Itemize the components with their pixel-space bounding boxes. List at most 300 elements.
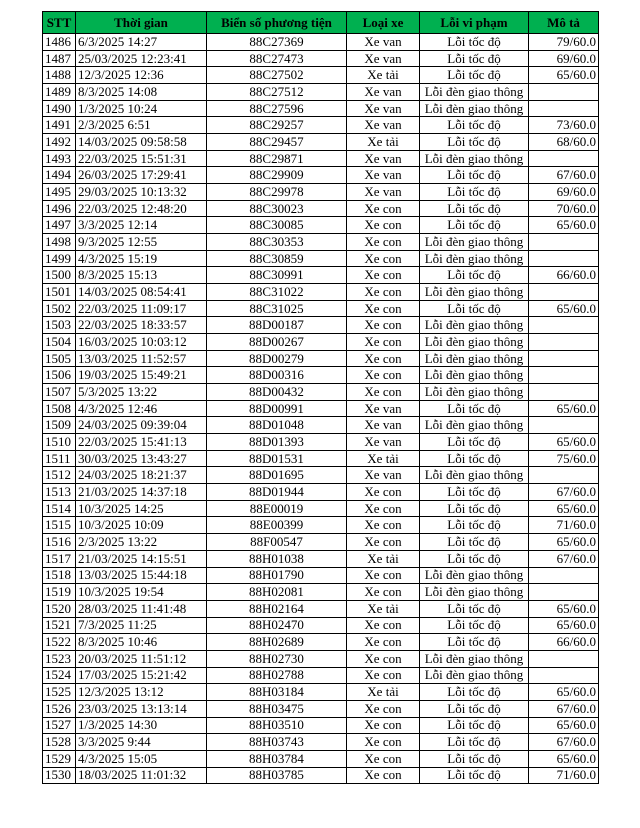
cell-plate: 88H02081: [207, 584, 347, 601]
cell-plate: 88H02689: [207, 634, 347, 651]
cell-plate: 88H02730: [207, 650, 347, 667]
table-row: [43, 667, 599, 684]
header-row: [43, 12, 599, 34]
cell-vehicle-type: Xe van: [347, 50, 420, 67]
cell-vehicle-type: Xe con: [347, 300, 420, 317]
cell-stt: 1518: [43, 567, 76, 584]
cell-stt: 1509: [43, 417, 76, 434]
cell-stt: 1498: [43, 234, 76, 251]
cell-plate: 88H03785: [207, 767, 347, 784]
cell-description: 65/60.0: [529, 750, 599, 767]
cell-description: 65/60.0: [529, 500, 599, 517]
cell-plate: 88E00019: [207, 500, 347, 517]
table-row: [43, 384, 599, 401]
cell-violation: Lỗi tốc độ: [420, 117, 529, 134]
cell-description: [529, 350, 599, 367]
table-row: [43, 184, 599, 201]
cell-stt: 1529: [43, 750, 76, 767]
cell-violation: Lỗi tốc độ: [420, 400, 529, 417]
cell-plate: 88C29457: [207, 134, 347, 151]
cell-violation: Lỗi tốc độ: [420, 717, 529, 734]
cell-violation: Lỗi tốc độ: [420, 200, 529, 217]
cell-stt: 1488: [43, 67, 76, 84]
cell-time: 10/3/2025 14:25: [76, 500, 207, 517]
cell-time: 29/03/2025 10:13:32: [76, 184, 207, 201]
cell-description: [529, 667, 599, 684]
table-row: [43, 100, 599, 117]
cell-vehicle-type: Xe con: [347, 500, 420, 517]
cell-violation: Lỗi tốc độ: [420, 67, 529, 84]
cell-stt: 1496: [43, 200, 76, 217]
cell-plate: 88H01038: [207, 550, 347, 567]
table-row: [43, 267, 599, 284]
cell-violation: Lỗi tốc độ: [420, 267, 529, 284]
table-row: [43, 484, 599, 501]
cell-description: 65/60.0: [529, 717, 599, 734]
cell-time: 16/03/2025 10:03:12: [76, 334, 207, 351]
header-description: Mô tả: [529, 12, 599, 34]
cell-stt: 1517: [43, 550, 76, 567]
cell-time: 21/03/2025 14:37:18: [76, 484, 207, 501]
cell-time: 2/3/2025 6:51: [76, 117, 207, 134]
table-row: [43, 400, 599, 417]
cell-plate: 88D01048: [207, 417, 347, 434]
cell-time: 3/3/2025 12:14: [76, 217, 207, 234]
cell-stt: 1522: [43, 634, 76, 651]
cell-plate: 88C30023: [207, 200, 347, 217]
table-row: [43, 467, 599, 484]
cell-violation: Lỗi tốc độ: [420, 700, 529, 717]
cell-stt: 1503: [43, 317, 76, 334]
cell-violation: Lỗi tốc độ: [420, 184, 529, 201]
cell-description: 67/60.0: [529, 484, 599, 501]
cell-plate: 88H03743: [207, 734, 347, 751]
cell-vehicle-type: Xe van: [347, 150, 420, 167]
cell-time: 12/3/2025 12:36: [76, 67, 207, 84]
cell-time: 1/3/2025 10:24: [76, 100, 207, 117]
cell-vehicle-type: Xe con: [347, 317, 420, 334]
cell-stt: 1492: [43, 134, 76, 151]
table-row: [43, 117, 599, 134]
cell-time: 4/3/2025 12:46: [76, 400, 207, 417]
cell-time: 13/03/2025 11:52:57: [76, 350, 207, 367]
cell-stt: 1510: [43, 434, 76, 451]
cell-vehicle-type: Xe van: [347, 100, 420, 117]
violations-table: [42, 11, 599, 784]
cell-stt: 1528: [43, 734, 76, 751]
cell-stt: 1520: [43, 600, 76, 617]
cell-vehicle-type: Xe con: [347, 767, 420, 784]
cell-plate: 88C30859: [207, 250, 347, 267]
cell-plate: 88D00991: [207, 400, 347, 417]
cell-description: [529, 334, 599, 351]
cell-time: 3/3/2025 9:44: [76, 734, 207, 751]
cell-plate: 88E00399: [207, 517, 347, 534]
cell-violation: Lỗi đèn giao thông: [420, 234, 529, 251]
cell-plate: 88C30991: [207, 267, 347, 284]
table-row: [43, 634, 599, 651]
table-row: [43, 717, 599, 734]
cell-description: [529, 650, 599, 667]
cell-vehicle-type: Xe con: [347, 217, 420, 234]
cell-description: [529, 234, 599, 251]
cell-vehicle-type: Xe tải: [347, 600, 420, 617]
cell-plate: 88H02164: [207, 600, 347, 617]
table-row: [43, 567, 599, 584]
table-row: [43, 284, 599, 301]
table-row: [43, 150, 599, 167]
cell-vehicle-type: Xe con: [347, 484, 420, 501]
table-row: [43, 550, 599, 567]
cell-time: 26/03/2025 17:29:41: [76, 167, 207, 184]
cell-stt: 1530: [43, 767, 76, 784]
cell-description: 70/60.0: [529, 200, 599, 217]
cell-stt: 1527: [43, 717, 76, 734]
cell-violation: Lỗi tốc độ: [420, 534, 529, 551]
cell-vehicle-type: Xe tải: [347, 684, 420, 701]
cell-plate: 88H03510: [207, 717, 347, 734]
table-row: [43, 317, 599, 334]
cell-description: 67/60.0: [529, 550, 599, 567]
cell-violation: Lỗi đèn giao thông: [420, 367, 529, 384]
cell-time: 4/3/2025 15:19: [76, 250, 207, 267]
cell-plate: 88D01393: [207, 434, 347, 451]
table-row: [43, 234, 599, 251]
cell-stt: 1486: [43, 34, 76, 51]
cell-violation: Lỗi tốc độ: [420, 34, 529, 51]
cell-time: 22/03/2025 15:41:13: [76, 434, 207, 451]
cell-violation: Lỗi tốc độ: [420, 517, 529, 534]
cell-description: [529, 417, 599, 434]
table-row: [43, 584, 599, 601]
cell-vehicle-type: Xe con: [347, 517, 420, 534]
cell-vehicle-type: Xe tải: [347, 550, 420, 567]
cell-time: 10/3/2025 10:09: [76, 517, 207, 534]
cell-vehicle-type: Xe con: [347, 717, 420, 734]
cell-description: 67/60.0: [529, 167, 599, 184]
cell-time: 19/03/2025 15:49:21: [76, 367, 207, 384]
cell-description: [529, 384, 599, 401]
cell-violation: Lỗi đèn giao thông: [420, 650, 529, 667]
cell-description: [529, 84, 599, 101]
cell-description: 68/60.0: [529, 134, 599, 151]
cell-stt: 1504: [43, 334, 76, 351]
table-row: [43, 417, 599, 434]
cell-stt: 1505: [43, 350, 76, 367]
cell-plate: 88F00547: [207, 534, 347, 551]
table-row: [43, 34, 599, 51]
cell-time: 22/03/2025 15:51:31: [76, 150, 207, 167]
table-row: [43, 217, 599, 234]
table-row: [43, 50, 599, 67]
cell-violation: Lỗi đèn giao thông: [420, 350, 529, 367]
table-row: [43, 450, 599, 467]
cell-plate: 88D00187: [207, 317, 347, 334]
cell-violation: Lỗi tốc độ: [420, 734, 529, 751]
cell-violation: Lỗi tốc độ: [420, 450, 529, 467]
cell-time: 20/03/2025 11:51:12: [76, 650, 207, 667]
cell-violation: Lỗi đèn giao thông: [420, 417, 529, 434]
cell-time: 24/03/2025 09:39:04: [76, 417, 207, 434]
cell-time: 8/3/2025 15:13: [76, 267, 207, 284]
cell-time: 9/3/2025 12:55: [76, 234, 207, 251]
cell-stt: 1499: [43, 250, 76, 267]
cell-violation: Lỗi tốc độ: [420, 167, 529, 184]
cell-vehicle-type: Xe con: [347, 367, 420, 384]
cell-time: 1/3/2025 14:30: [76, 717, 207, 734]
table-row: [43, 84, 599, 101]
cell-plate: 88D01944: [207, 484, 347, 501]
cell-plate: 88H03475: [207, 700, 347, 717]
cell-violation: Lỗi tốc độ: [420, 484, 529, 501]
cell-time: 14/03/2025 09:58:58: [76, 134, 207, 151]
cell-description: 65/60.0: [529, 617, 599, 634]
cell-vehicle-type: Xe con: [347, 617, 420, 634]
cell-violation: Lỗi đèn giao thông: [420, 334, 529, 351]
cell-time: 18/03/2025 11:01:32: [76, 767, 207, 784]
cell-plate: 88D00279: [207, 350, 347, 367]
cell-vehicle-type: Xe con: [347, 634, 420, 651]
cell-plate: 88D01695: [207, 467, 347, 484]
cell-time: 6/3/2025 14:27: [76, 34, 207, 51]
cell-description: 65/60.0: [529, 400, 599, 417]
cell-description: [529, 367, 599, 384]
cell-vehicle-type: Xe van: [347, 167, 420, 184]
cell-time: 28/03/2025 11:41:48: [76, 600, 207, 617]
cell-vehicle-type: Xe con: [347, 567, 420, 584]
cell-vehicle-type: Xe con: [347, 234, 420, 251]
cell-stt: 1490: [43, 100, 76, 117]
cell-vehicle-type: Xe con: [347, 750, 420, 767]
cell-violation: Lỗi tốc độ: [420, 600, 529, 617]
cell-time: 22/03/2025 11:09:17: [76, 300, 207, 317]
cell-violation: Lỗi tốc độ: [420, 767, 529, 784]
cell-description: [529, 100, 599, 117]
cell-time: 13/03/2025 15:44:18: [76, 567, 207, 584]
cell-plate: 88C31025: [207, 300, 347, 317]
cell-violation: Lỗi đèn giao thông: [420, 284, 529, 301]
table-row: [43, 767, 599, 784]
table-row: [43, 700, 599, 717]
cell-violation: Lỗi tốc độ: [420, 617, 529, 634]
cell-plate: 88C29871: [207, 150, 347, 167]
cell-stt: 1512: [43, 467, 76, 484]
cell-description: [529, 284, 599, 301]
cell-vehicle-type: Xe con: [347, 284, 420, 301]
cell-violation: Lỗi đèn giao thông: [420, 84, 529, 101]
cell-violation: Lỗi tốc độ: [420, 684, 529, 701]
cell-stt: 1489: [43, 84, 76, 101]
cell-plate: 88C29978: [207, 184, 347, 201]
cell-stt: 1491: [43, 117, 76, 134]
cell-stt: 1501: [43, 284, 76, 301]
cell-vehicle-type: Xe con: [347, 384, 420, 401]
cell-plate: 88H02788: [207, 667, 347, 684]
cell-time: 8/3/2025 14:08: [76, 84, 207, 101]
cell-time: 7/3/2025 11:25: [76, 617, 207, 634]
cell-violation: Lỗi đèn giao thông: [420, 100, 529, 117]
cell-time: 10/3/2025 19:54: [76, 584, 207, 601]
cell-stt: 1525: [43, 684, 76, 701]
cell-vehicle-type: Xe con: [347, 650, 420, 667]
table-row: [43, 517, 599, 534]
table-row: [43, 500, 599, 517]
cell-description: 67/60.0: [529, 734, 599, 751]
table-row: [43, 684, 599, 701]
table-row: [43, 334, 599, 351]
cell-plate: 88C29257: [207, 117, 347, 134]
cell-description: 71/60.0: [529, 767, 599, 784]
cell-stt: 1507: [43, 384, 76, 401]
cell-violation: Lỗi đèn giao thông: [420, 567, 529, 584]
cell-time: 22/03/2025 12:48:20: [76, 200, 207, 217]
cell-time: 30/03/2025 13:43:27: [76, 450, 207, 467]
table-row: [43, 250, 599, 267]
cell-description: [529, 467, 599, 484]
cell-vehicle-type: Xe van: [347, 117, 420, 134]
cell-violation: Lỗi tốc độ: [420, 134, 529, 151]
cell-plate: 88C27473: [207, 50, 347, 67]
cell-vehicle-type: Xe con: [347, 350, 420, 367]
cell-plate: 88C29909: [207, 167, 347, 184]
cell-stt: 1508: [43, 400, 76, 417]
header-violation: Lỗi vi phạm: [420, 12, 529, 34]
cell-stt: 1523: [43, 650, 76, 667]
cell-stt: 1494: [43, 167, 76, 184]
cell-stt: 1497: [43, 217, 76, 234]
cell-violation: Lỗi đèn giao thông: [420, 317, 529, 334]
cell-vehicle-type: Xe con: [347, 250, 420, 267]
cell-time: 12/3/2025 13:12: [76, 684, 207, 701]
table-row: [43, 200, 599, 217]
header-plate: Biển số phương tiện: [207, 12, 347, 34]
cell-plate: 88H03184: [207, 684, 347, 701]
cell-violation: Lỗi tốc độ: [420, 550, 529, 567]
cell-violation: Lỗi đèn giao thông: [420, 667, 529, 684]
cell-vehicle-type: Xe van: [347, 467, 420, 484]
cell-plate: 88C27502: [207, 67, 347, 84]
cell-time: 5/3/2025 13:22: [76, 384, 207, 401]
cell-vehicle-type: Xe tải: [347, 450, 420, 467]
cell-time: 14/03/2025 08:54:41: [76, 284, 207, 301]
cell-violation: Lỗi đèn giao thông: [420, 150, 529, 167]
cell-stt: 1487: [43, 50, 76, 67]
cell-plate: 88D00316: [207, 367, 347, 384]
table-row: [43, 434, 599, 451]
cell-description: 66/60.0: [529, 634, 599, 651]
table-body: [43, 34, 599, 784]
cell-vehicle-type: Xe tải: [347, 134, 420, 151]
cell-time: 23/03/2025 13:13:14: [76, 700, 207, 717]
cell-violation: Lỗi tốc độ: [420, 434, 529, 451]
cell-description: [529, 317, 599, 334]
table-row: [43, 300, 599, 317]
cell-violation: Lỗi đèn giao thông: [420, 467, 529, 484]
cell-vehicle-type: Xe con: [347, 267, 420, 284]
header-time: Thời gian: [76, 12, 207, 34]
cell-plate: 88H03784: [207, 750, 347, 767]
cell-violation: Lỗi đèn giao thông: [420, 384, 529, 401]
cell-plate: 88D00432: [207, 384, 347, 401]
cell-time: 8/3/2025 10:46: [76, 634, 207, 651]
cell-plate: 88C31022: [207, 284, 347, 301]
cell-stt: 1513: [43, 484, 76, 501]
cell-description: 67/60.0: [529, 700, 599, 717]
cell-violation: Lỗi tốc độ: [420, 500, 529, 517]
cell-description: 65/60.0: [529, 67, 599, 84]
cell-violation: Lỗi tốc độ: [420, 217, 529, 234]
cell-stt: 1521: [43, 617, 76, 634]
cell-stt: 1514: [43, 500, 76, 517]
cell-vehicle-type: Xe con: [347, 667, 420, 684]
cell-description: 69/60.0: [529, 184, 599, 201]
cell-violation: Lỗi tốc độ: [420, 50, 529, 67]
cell-vehicle-type: Xe con: [347, 334, 420, 351]
cell-vehicle-type: Xe con: [347, 584, 420, 601]
cell-description: 71/60.0: [529, 517, 599, 534]
cell-plate: 88C27369: [207, 34, 347, 51]
cell-description: 69/60.0: [529, 50, 599, 67]
table-row: [43, 534, 599, 551]
cell-description: [529, 567, 599, 584]
cell-time: 22/03/2025 18:33:57: [76, 317, 207, 334]
table-row: [43, 134, 599, 151]
cell-plate: 88D00267: [207, 334, 347, 351]
cell-stt: 1516: [43, 534, 76, 551]
cell-description: 75/60.0: [529, 450, 599, 467]
cell-stt: 1500: [43, 267, 76, 284]
cell-violation: Lỗi đèn giao thông: [420, 250, 529, 267]
cell-stt: 1511: [43, 450, 76, 467]
cell-time: 17/03/2025 15:21:42: [76, 667, 207, 684]
cell-stt: 1519: [43, 584, 76, 601]
cell-stt: 1502: [43, 300, 76, 317]
cell-time: 24/03/2025 18:21:37: [76, 467, 207, 484]
cell-description: [529, 150, 599, 167]
cell-description: 65/60.0: [529, 600, 599, 617]
table-row: [43, 350, 599, 367]
header-stt: STT: [43, 12, 76, 34]
cell-stt: 1506: [43, 367, 76, 384]
cell-plate: 88H02470: [207, 617, 347, 634]
cell-description: 73/60.0: [529, 117, 599, 134]
cell-description: [529, 584, 599, 601]
cell-time: 21/03/2025 14:15:51: [76, 550, 207, 567]
cell-description: 65/60.0: [529, 434, 599, 451]
cell-description: 65/60.0: [529, 684, 599, 701]
cell-plate: 88D01531: [207, 450, 347, 467]
cell-vehicle-type: Xe tải: [347, 67, 420, 84]
cell-description: 79/60.0: [529, 34, 599, 51]
cell-description: 66/60.0: [529, 267, 599, 284]
cell-vehicle-type: Xe van: [347, 400, 420, 417]
cell-vehicle-type: Xe con: [347, 700, 420, 717]
cell-plate: 88C27596: [207, 100, 347, 117]
cell-time: 2/3/2025 13:22: [76, 534, 207, 551]
cell-vehicle-type: Xe con: [347, 534, 420, 551]
cell-description: 65/60.0: [529, 534, 599, 551]
cell-violation: Lỗi tốc độ: [420, 300, 529, 317]
cell-plate: 88H01790: [207, 567, 347, 584]
header-vehicle-type: Loại xe: [347, 12, 420, 34]
cell-stt: 1526: [43, 700, 76, 717]
table-row: [43, 750, 599, 767]
cell-stt: 1493: [43, 150, 76, 167]
cell-vehicle-type: Xe van: [347, 184, 420, 201]
cell-plate: 88C30353: [207, 234, 347, 251]
cell-stt: 1515: [43, 517, 76, 534]
cell-vehicle-type: Xe van: [347, 417, 420, 434]
